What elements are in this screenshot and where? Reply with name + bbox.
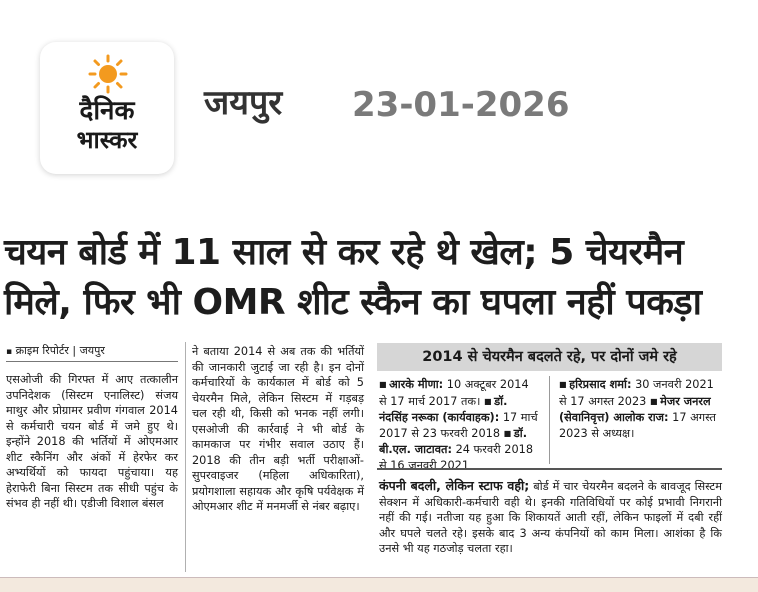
chairman-term: 17 अगस्त 2023 से अध्यक्ष। [559, 411, 716, 440]
staff-paragraph-text: बोर्ड में चार चेयरमैन बदलने के बावजूद सिस्टम सेक्शन में अधिकारी-कर्मचारी वही थे। इनकी गतिविधियों पर कोई प्रभावी निगरानी नहीं की गई। नतीजा यह हुआ कि शिकायतें आती रहीं, लेकिन फाइलों में दबी रहीं और घपले चलते रहे। इसके बाद 3 अन्य कंपनियों को काम मिला। आशंका है कि उनसे भी यह गठजोड़ चलता रहा। [379, 480, 722, 555]
logo-line-1: दैनिक [79, 96, 135, 126]
chairman-name: आरके मीणा: [389, 378, 444, 391]
bullet-icon: ■ [483, 396, 495, 406]
chairman-term: 17 मार्च 2017 से 23 फरवरी 2018 [379, 411, 538, 440]
page-title [4, 228, 734, 328]
chairman-name: डॉ. नंदसिंह नरूका (कार्यवाहक): [379, 394, 508, 424]
logo-line-2: भास्कर [76, 126, 138, 154]
chairman-term: 10 अक्टूबर 2014 से 17 मार्च 2017 तक। [379, 378, 529, 408]
byline-reporter: क्राइम रिपोर्टर [15, 344, 69, 357]
chairmen-list-right [559, 377, 725, 441]
newspaper-logo [40, 42, 174, 174]
chairman-name: हरिप्रसाद शर्मा: [569, 378, 632, 391]
article-column-1: एसओजी की गिरफ्त में आए तत्कालीन उपनिदेशक (सिस्टम एनालिस्ट) संजय माथुर और प्रोग्रामर प्रवीण गंगवाल 2014 से कर्मचारी चयन बोर्ड में जमे हुए थे। इन्होंने 2018 की भर्तियों में ओएमआर शीट स्कैनिंग और अंकों में हेरफेर कर अभ्यर्थियों को फायदा पहुंचाया। यह हेराफेरी बिना सिस्टम तक सीधी पहुंच के संभव ही नहीं थी। एडीजी विशाल बंसल [6, 373, 178, 510]
chairmen-list-left [379, 377, 539, 473]
chairman-name: डॉ. बी.एल. जाटावत: [379, 426, 528, 456]
edition-date: 23-01-2026 [352, 85, 570, 125]
chairmen-box-title: 2014 से चेयरमैन बदलते रहे, पर दोनों जमे रहे [377, 343, 722, 371]
bullet-icon: ■ [379, 380, 390, 389]
chairman-name: मेजर जनरल (सेवानिवृत्त) आलोक राज: [559, 394, 711, 424]
headline-line-1: चयन बोर्ड में 11 साल से कर रहे थे खेल; 5 चेयरमैन [4, 232, 684, 273]
next-article-edge [0, 577, 758, 592]
edition-city: जयपुर [204, 83, 283, 123]
bullet-icon: ■ [503, 428, 514, 438]
sun-logo-icon [88, 54, 128, 94]
article-column-2: ने बताया 2014 से अब तक की भर्तियों की जानकारी जुटाई जा रही है। इन दोनों कर्मचारियों के कार्यकाल में बोर्ड को 5 चेयरमैन मिले, लेकिन सिस्टम में गड़बड़ चल रही थी, किसी को भनक नहीं लगी। एसओजी की कार्रवाई ने भी बोर्ड के कामकाज पर गंभीर सवाल उठाए हैं। 2018 की तीन बड़ी भर्ती परीक्षाओं-सुपरवाइजर (महिला अधिकारिता), प्रयोगशाला सहायक और कृषि पर्यवेक्षक में ओएमआर शीट में मनमर्जी से नंबर बढ़ाए। [192, 345, 364, 513]
byline: ▪ क्राइम रिपोर्टर | जयपुर [6, 344, 105, 357]
box-column-divider [549, 376, 550, 464]
bullet-icon: ■ [649, 396, 661, 406]
staff-paragraph-lead: कंपनी बदली, लेकिन स्टाफ वही; [379, 478, 530, 493]
chairman-term: 24 फरवरी 2018 से 16 जनवरी 2021 [379, 443, 534, 472]
bullet-icon: ■ [559, 380, 570, 389]
headline-line-2: मिले, फिर भी OMR शीट स्कैन का घपला नहीं पकड़ा [4, 282, 702, 323]
byline-city: जयपुर [79, 344, 105, 357]
staff-paragraph [379, 478, 722, 557]
byline-divider [6, 361, 178, 362]
box-divider [377, 468, 722, 470]
column-divider [185, 342, 186, 572]
chairman-term: 30 जनवरी 2021 से 17 अगस्त 2023 [559, 378, 714, 408]
